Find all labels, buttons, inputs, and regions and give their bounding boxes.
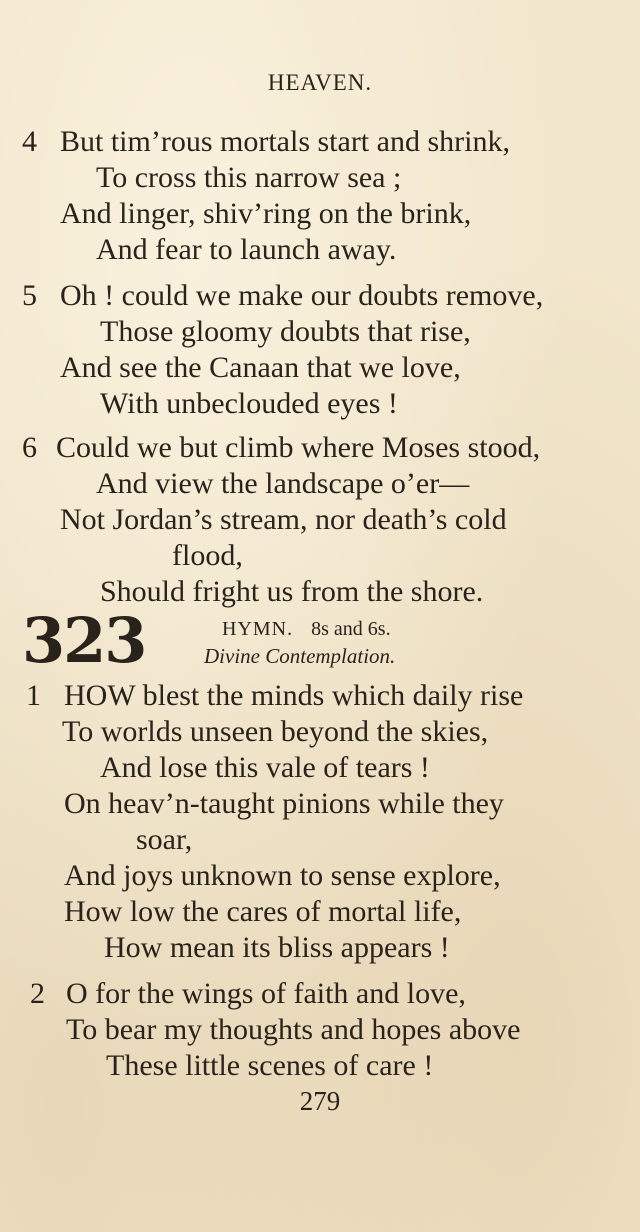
page-number: 279 <box>299 1086 341 1116</box>
verse-line: And view the landscape o’er— <box>96 467 470 500</box>
verse-line: Oh ! could we make our doubts remove, <box>60 279 544 312</box>
verse-line: To bear my thoughts and hopes above <box>66 1013 521 1046</box>
hymn-title: Divine Contemplation. <box>204 644 396 668</box>
verse-line: HOW blest the minds which daily rise <box>64 679 524 712</box>
verse-line: flood, <box>172 539 243 572</box>
verse-line: Should fright us from the shore. <box>100 575 484 608</box>
verse-line: Those gloomy doubts that rise, <box>100 315 471 348</box>
verse-line: To cross this narrow sea ; <box>96 161 402 194</box>
stanza-number: 4 <box>22 125 37 158</box>
stanza-number: 5 <box>22 279 37 312</box>
verse-line: And lose this vale of tears ! <box>100 751 430 784</box>
verse-line: And joys unknown to sense explore, <box>64 859 501 892</box>
verse-line: And see the Canaan that we love, <box>60 351 461 384</box>
verse-line: And fear to launch away. <box>96 233 397 266</box>
hymn-label: HYMN. <box>222 618 294 640</box>
stanza-number: 1 <box>26 679 41 712</box>
hymn-meter: 8s and 6s. <box>311 618 391 640</box>
verse-line: And linger, shiv’ring on the brink, <box>60 197 472 230</box>
hymn-number: 323 <box>22 604 146 677</box>
verse-line: On heav’n-taught pinions while they <box>64 787 504 820</box>
verse-line: soar, <box>136 823 193 856</box>
stanza-number: 6 <box>22 431 37 464</box>
stanza-number: 2 <box>30 977 45 1010</box>
verse-line: But tim’rous mortals start and shrink, <box>60 125 510 158</box>
verse-line: Not Jordan’s stream, nor death’s cold <box>60 503 507 536</box>
hymn-heading <box>222 618 391 641</box>
verse-line: With unbeclouded eyes ! <box>100 387 398 420</box>
verse-line: These little scenes of care ! <box>106 1049 434 1082</box>
running-head: HEAVEN. <box>267 70 373 95</box>
verse-line: O for the wings of faith and love, <box>66 977 466 1010</box>
verse-line: How low the cares of mortal life, <box>64 895 462 928</box>
verse-line: How mean its bliss appears ! <box>104 931 450 964</box>
verse-line: To worlds unseen beyond the skies, <box>62 715 489 748</box>
verse-line: Could we but climb where Moses stood, <box>56 431 541 464</box>
